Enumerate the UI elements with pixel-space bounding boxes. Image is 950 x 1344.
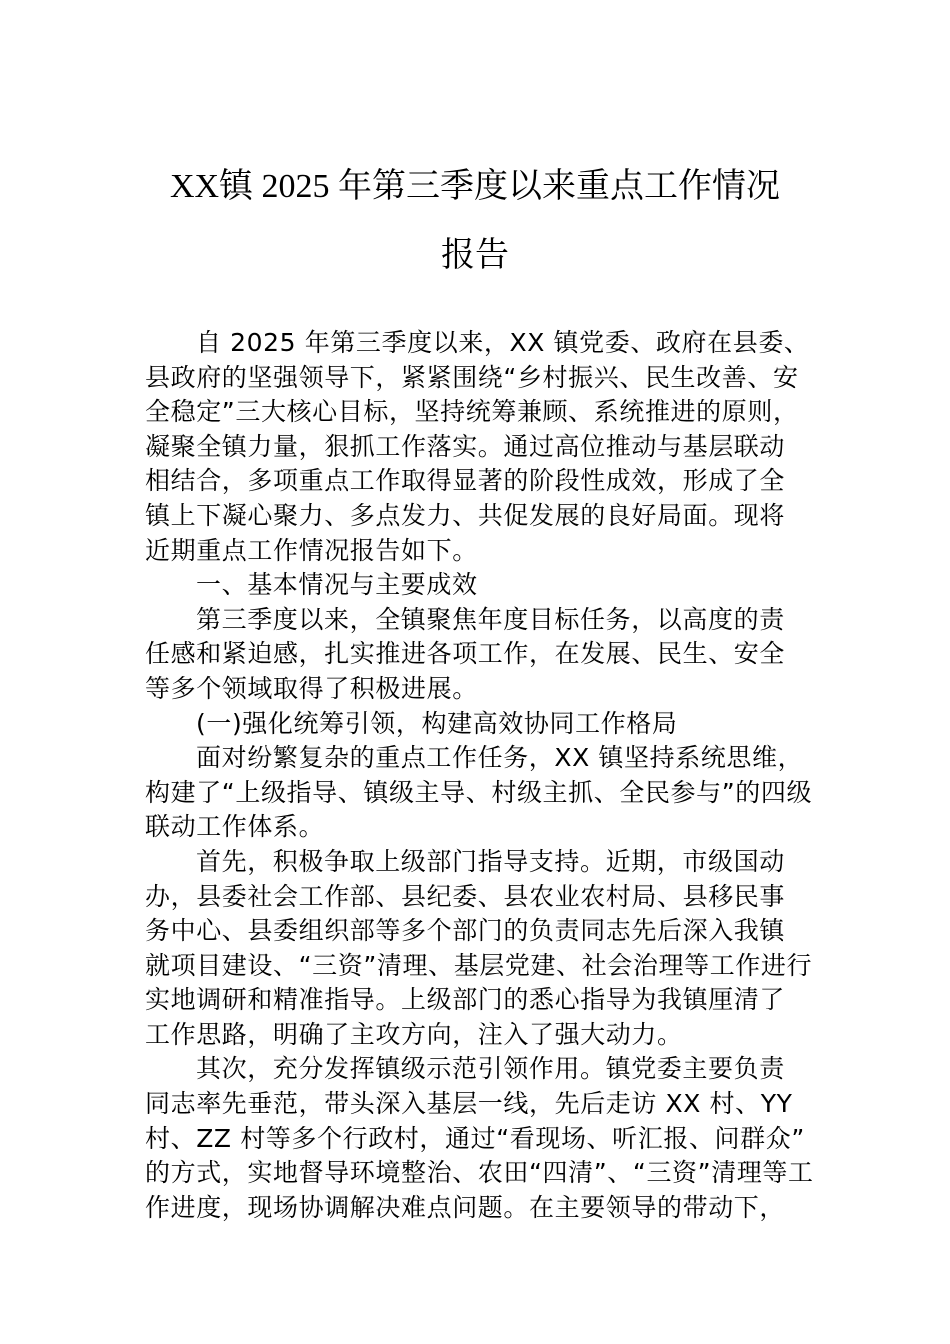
body-line: 工作思路，明确了主攻方向，注入了强大动力。 [145,1019,683,1049]
document-title-line-1: XX镇 2025 年第三季度以来重点工作情况 [169,168,781,205]
subsection-heading: (一)强化统筹引领，构建高效协同工作格局 [196,708,678,738]
body-line: 近期重点工作情况报告如下。 [145,535,478,565]
body-line: 其次，充分发挥镇级示范引领作用。镇党委主要负责 [196,1054,785,1084]
body-line: 办，县委社会工作部、县纪委、县农业农村局、县移民事 [145,881,786,911]
body-line: 实地调研和精准指导。上级部门的悉心指导为我镇厘清了 [145,985,786,1015]
body-line: 同志率先垂范，带头深入基层一线，先后走访 XX 村、YY [145,1089,793,1119]
body-line: 村、ZZ 村等多个行政村，通过“看现场、听汇报、问群众” [145,1123,805,1153]
body-line: 的方式，实地督导环境整治、农田“四清”、“三资”清理等工 [145,1158,814,1188]
body-line: 县政府的坚强领导下，紧紧围绕“乡村振兴、民生改善、安 [145,362,799,392]
body-line: 联动工作体系。 [145,812,325,842]
body-line: 任感和紧迫感，扎实推进各项工作，在发展、民生、安全 [145,639,786,669]
body-line: 就项目建设、“三资”清理、基层党建、社会治理等工作进行 [145,950,813,980]
section-heading: 一、基本情况与主要成效 [196,570,478,600]
body-line: 作进度，现场协调解决难点问题。在主要领导的带动下， [145,1192,786,1222]
body-line: 全稳定”三大核心目标，坚持统筹兼顾、系统推进的原则， [145,397,799,427]
body-line: 自 2025 年第三季度以来，XX 镇党委、政府在县委、 [196,328,810,357]
body-line: 相结合，多项重点工作取得显著的阶段性成效，形成了全 [145,466,786,496]
body-line: 面对纷繁复杂的重点工作任务，XX 镇坚持系统思维， [196,743,804,773]
document-title-line-2: 报告 [441,237,509,274]
body-line: 凝聚全镇力量，狠抓工作落实。通过高位推动与基层联动 [145,431,786,461]
body-line: 第三季度以来，全镇聚焦年度目标任务，以高度的责 [196,604,785,634]
document-body [145,326,814,1225]
body-line: 构建了“上级指导、镇级主导、村级主抓、全民参与”的四级 [145,777,813,807]
body-line: 等多个领域取得了积极进展。 [145,673,478,703]
body-line: 镇上下凝心聚力、多点发力、共促发展的良好局面。现将 [145,500,786,530]
body-line: 务中心、县委组织部等多个部门的负责同志先后深入我镇 [145,916,786,946]
body-line: 首先，积极争取上级部门指导支持。近期，市级国动 [196,846,785,876]
